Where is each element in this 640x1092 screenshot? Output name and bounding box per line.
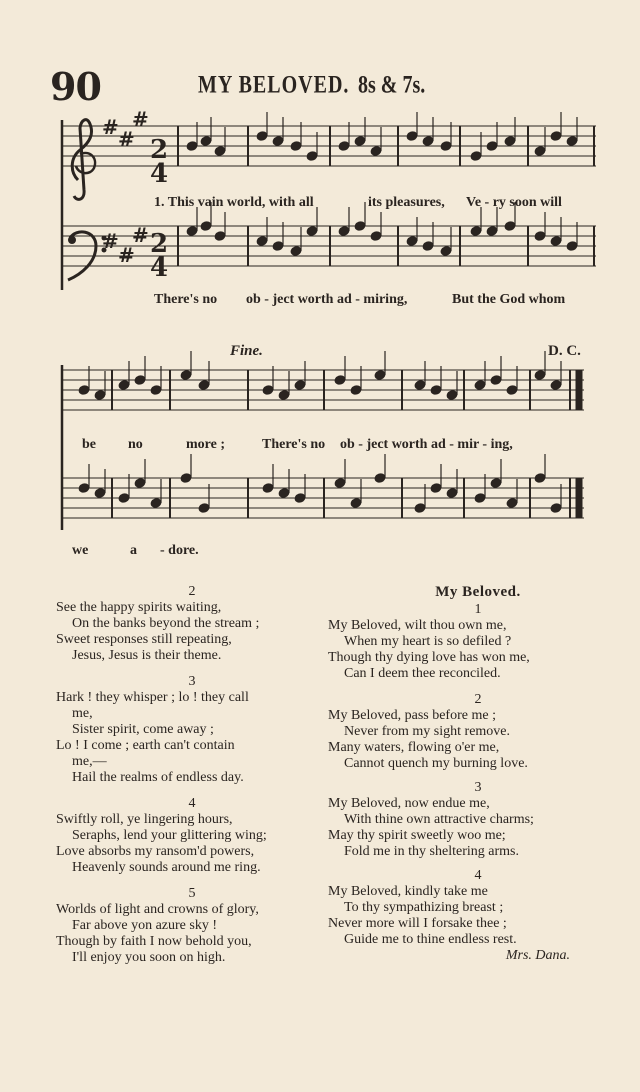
note-head xyxy=(486,141,498,152)
note-head xyxy=(566,136,578,147)
verse-number: 3 xyxy=(474,780,482,795)
note-head xyxy=(94,390,106,401)
verse-line: To thy sympathizing breast ; xyxy=(344,900,504,915)
verse-line: Seraphs, lend your glittering wing; xyxy=(72,828,267,843)
note-head xyxy=(490,478,502,489)
note-head xyxy=(504,136,516,147)
note-head xyxy=(406,236,418,247)
key-signature-sharp-icon xyxy=(102,107,149,267)
note-head xyxy=(118,380,130,391)
verse-block xyxy=(56,584,328,664)
lyric-line: more ; xyxy=(186,437,225,452)
lyric-line: no xyxy=(128,437,143,452)
hymn-meter: 8s & 7s. xyxy=(358,71,426,99)
note-head xyxy=(278,488,290,499)
note-head xyxy=(430,483,442,494)
note-head xyxy=(186,226,198,237)
lyric-line: - dore. xyxy=(160,543,199,558)
note-head xyxy=(470,151,482,162)
note-head xyxy=(290,246,302,257)
note-head xyxy=(294,380,306,391)
verse-line: me,— xyxy=(72,754,107,769)
note-head xyxy=(290,141,302,152)
note-head xyxy=(186,141,198,152)
verse-block xyxy=(328,602,628,682)
lyric-line: But the God whom xyxy=(452,292,566,307)
note-head xyxy=(278,390,290,401)
note-head xyxy=(294,493,306,504)
note-head xyxy=(262,483,274,494)
note-head xyxy=(550,131,562,142)
svg-text:4: 4 xyxy=(150,253,169,283)
note-head xyxy=(550,503,562,514)
svg-text:4: 4 xyxy=(150,159,169,189)
verse-line: Never from my sight remove. xyxy=(344,724,511,739)
note-head xyxy=(446,390,458,401)
note-head xyxy=(306,151,318,162)
note-head xyxy=(338,141,350,152)
note-head xyxy=(78,483,90,494)
svg-text:#: # xyxy=(132,107,149,131)
right-verses-column xyxy=(328,584,628,964)
note-head xyxy=(446,488,458,499)
svg-text:#: # xyxy=(132,223,149,247)
note-head xyxy=(134,375,146,386)
note-head xyxy=(200,136,212,147)
verse-line: Never more will I forsake thee ; xyxy=(328,916,507,931)
lyric-line: ob - ject worth ad - mir - ing, xyxy=(340,437,513,452)
note-head xyxy=(350,498,362,509)
note-head xyxy=(414,380,426,391)
note-head xyxy=(486,226,498,237)
lyric-line: be xyxy=(82,437,96,452)
verse-line: Though by faith I now behold you, xyxy=(56,934,252,949)
note-head xyxy=(334,375,346,386)
note-head xyxy=(534,370,546,381)
verse-line: Hail the realms of endless day. xyxy=(72,770,244,785)
verse-line: My Beloved, pass before me ; xyxy=(328,708,496,723)
verse-line: On the banks beyond the stream ; xyxy=(72,616,260,631)
verse-line: My Beloved, wilt thou own me, xyxy=(328,618,507,633)
verse-line: Fold me in thy sheltering arms. xyxy=(344,844,519,859)
fine-mark: Fine. xyxy=(230,343,263,359)
verse-line: May thy spirit sweetly woo me; xyxy=(328,828,506,843)
note-head xyxy=(180,473,192,484)
note-head xyxy=(214,146,226,157)
second-hymn-title: My Beloved. xyxy=(435,584,521,600)
note-head xyxy=(534,473,546,484)
verse-number: 5 xyxy=(188,886,196,901)
verse-line: Worlds of light and crowns of glory, xyxy=(56,902,259,917)
verse-number: 1 xyxy=(474,602,482,617)
note-head xyxy=(78,385,90,396)
verse-line: With thine own attractive charms; xyxy=(344,812,534,827)
verse-line: Guide me to thine endless rest. xyxy=(344,932,517,947)
bar-lines xyxy=(112,126,594,518)
note-head xyxy=(272,136,284,147)
verse-line: me, xyxy=(72,706,93,721)
note-head xyxy=(430,385,442,396)
note-head xyxy=(118,493,130,504)
note-head xyxy=(262,385,274,396)
svg-text:#: # xyxy=(118,127,135,151)
verse-block xyxy=(328,780,628,860)
note-head xyxy=(94,488,106,499)
verse-block xyxy=(328,868,628,948)
note-head xyxy=(214,231,226,242)
note-head xyxy=(150,498,162,509)
svg-text:2: 2 xyxy=(150,229,169,259)
lyric-line: There's no xyxy=(262,437,326,452)
note-head xyxy=(506,498,518,509)
note-head xyxy=(534,231,546,242)
final-bar xyxy=(576,478,582,518)
verse-line: I'll enjoy you soon on high. xyxy=(72,950,226,965)
svg-text:#: # xyxy=(102,229,119,253)
note-head xyxy=(374,473,386,484)
note-head xyxy=(506,385,518,396)
note-head xyxy=(180,370,192,381)
lyric-line: its pleasures, xyxy=(368,195,445,210)
verse-number: 3 xyxy=(188,674,196,689)
note-head xyxy=(334,478,346,489)
note-head xyxy=(550,236,562,247)
verse-line: Sister spirit, come away ; xyxy=(72,722,214,737)
verse-block xyxy=(56,796,328,876)
lyric-line: we xyxy=(72,543,89,558)
note-head xyxy=(422,241,434,252)
verse-line: Though thy dying love has won me, xyxy=(328,650,530,665)
verse-line: Jesus, Jesus is their theme. xyxy=(72,648,222,663)
note-head xyxy=(354,221,366,232)
verse-block xyxy=(56,886,328,966)
dc-mark: D. C. xyxy=(548,343,581,359)
verse-line: Hark ! they whisper ; lo ! they call xyxy=(56,690,249,705)
verse-number: 4 xyxy=(188,796,196,811)
verse-line: Love absorbs my ransom'd powers, xyxy=(56,844,255,859)
lyric-line: 1. This vain world, with all xyxy=(154,195,314,210)
lyric-line: a xyxy=(130,543,137,558)
note-head xyxy=(550,380,562,391)
note-head xyxy=(370,146,382,157)
verse-line: Many waters, flowing o'er me, xyxy=(328,740,500,755)
verse-line: When my heart is so defiled ? xyxy=(344,634,512,649)
note-head xyxy=(306,226,318,237)
hymn-title: MY BELOVED. xyxy=(198,71,350,99)
verse-block xyxy=(56,674,328,786)
verse-number: 4 xyxy=(474,868,482,883)
lyric-line: ob - ject worth ad - miring, xyxy=(246,292,408,307)
note-head xyxy=(414,503,426,514)
svg-text:2: 2 xyxy=(150,135,169,165)
verse-line: Far above yon azure sky ! xyxy=(72,918,218,933)
note-head xyxy=(354,136,366,147)
verse-line: Lo ! I come ; earth can't contain xyxy=(56,738,235,753)
note-head xyxy=(490,375,502,386)
left-verses-column xyxy=(56,584,328,966)
note-head xyxy=(566,241,578,252)
right-verses-body xyxy=(328,602,628,948)
verse-block xyxy=(328,692,628,772)
staff-lines xyxy=(62,126,596,518)
note-head xyxy=(198,503,210,514)
note-head xyxy=(474,380,486,391)
note-head xyxy=(440,141,452,152)
final-bar xyxy=(576,370,582,410)
note-head xyxy=(256,131,268,142)
note-head xyxy=(534,146,546,157)
lyric-line: Ve - ry soon will xyxy=(466,195,562,210)
verse-line: My Beloved, now endue me, xyxy=(328,796,490,811)
verse-line: Heavenly sounds around me ring. xyxy=(72,860,261,875)
verse-number: 2 xyxy=(188,584,196,599)
lyric-line: There's no xyxy=(154,292,218,307)
verse-line: See the happy spirits waiting, xyxy=(56,600,222,615)
note-head xyxy=(338,226,350,237)
note-head xyxy=(406,131,418,142)
note-head xyxy=(422,136,434,147)
note-head xyxy=(370,231,382,242)
svg-text:#: # xyxy=(102,115,119,139)
note-head xyxy=(474,493,486,504)
note-head xyxy=(272,241,284,252)
verse-line: My Beloved, kindly take me xyxy=(328,884,488,899)
note-head xyxy=(134,478,146,489)
verse-number: 2 xyxy=(474,692,482,707)
verse-line: Swiftly roll, ye lingering hours, xyxy=(56,812,233,827)
note-head xyxy=(256,236,268,247)
treble-clef-icon xyxy=(72,120,95,200)
verse-line: Cannot quench my burning love. xyxy=(344,756,528,771)
verse-line: Sweet responses still repeating, xyxy=(56,632,232,647)
note-head xyxy=(374,370,386,381)
page-number: 90 xyxy=(50,64,101,109)
note-head xyxy=(504,221,516,232)
note-head xyxy=(350,385,362,396)
note-head xyxy=(150,385,162,396)
author-credit: Mrs. Dana. xyxy=(505,948,570,963)
note-head xyxy=(440,246,452,257)
note-head xyxy=(200,221,212,232)
verse-line: Can I deem thee reconciled. xyxy=(344,666,501,681)
svg-text:#: # xyxy=(118,243,135,267)
note-head xyxy=(198,380,210,391)
note-head xyxy=(470,226,482,237)
